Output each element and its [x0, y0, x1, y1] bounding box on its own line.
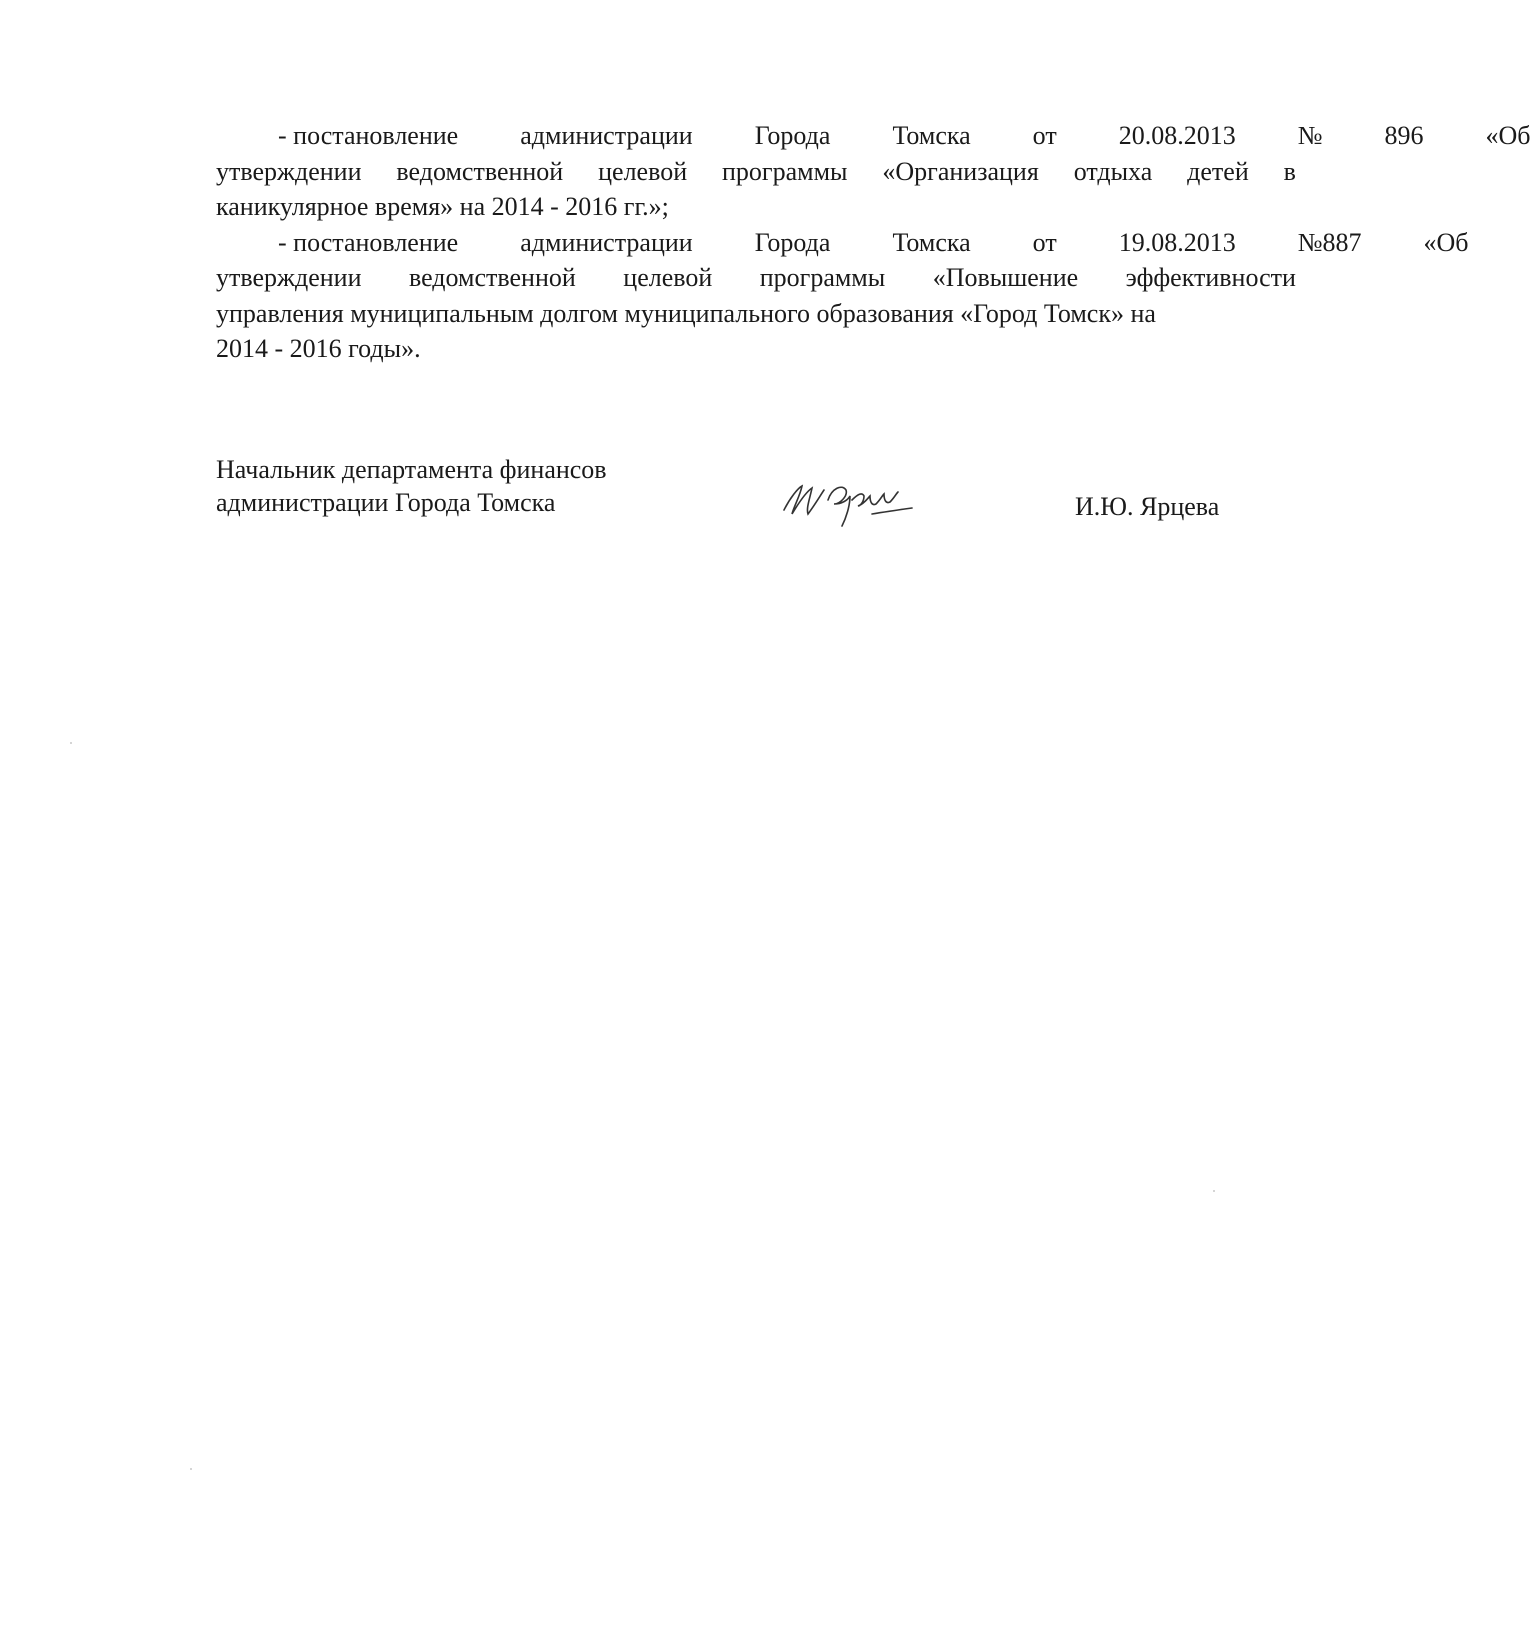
paragraph-2-line-2: утверждении ведомственной целевой программы «Повышение эффективности: [216, 263, 1296, 292]
paragraph-1-line-3: каникулярное время» на 2014 - 2016 гг.»;: [216, 192, 669, 221]
scan-speck: [70, 742, 72, 744]
paragraph-2-line-3: управления муниципальным долгом муниципального образования «Город Томск» на: [216, 298, 1156, 328]
scan-speck: [190, 1468, 192, 1470]
scan-speck: [1213, 1190, 1215, 1192]
handwritten-signature-icon: [776, 470, 926, 530]
position-line-2: администрации Города Томска: [216, 488, 556, 517]
paragraph-1-line-2: утверждении ведомственной целевой программы «Организация отдыха детей в: [216, 156, 1296, 186]
document-body: [216, 118, 1531, 367]
paragraph-2-line-1: - постановление администрации Города Томска от 19.08.2013 №887 «Об: [278, 227, 1469, 257]
position-line-1: Начальник департамента финансов: [216, 455, 607, 484]
paragraph-1: [216, 118, 1531, 225]
signatory-position: [216, 453, 607, 519]
paragraph-2: [216, 225, 1469, 367]
signer-name: И.Ю. Ярцева: [1075, 492, 1220, 521]
paragraph-1-line-1: - постановление администрации Города Томска от 20.08.2013 № 896 «Об: [278, 121, 1531, 150]
paragraph-2-line-4: 2014 - 2016 годы».: [216, 334, 421, 363]
